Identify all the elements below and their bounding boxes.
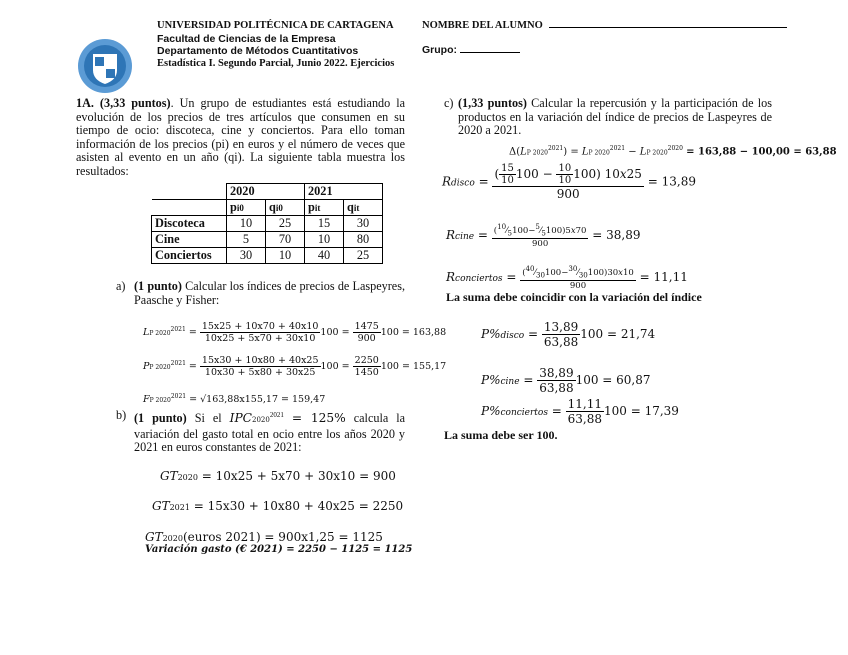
table-cell: 40 [305,248,344,264]
r-cine-denominator: 900 [532,238,549,249]
r-cine-result: = 38,89 [592,227,641,242]
group-label: Grupo: [422,44,457,56]
table-cell: 10 [305,232,344,248]
part-b-text: (1 punto) Si el $IPC2020^{2021} = 125\%$ calcula la variación del gasto total en ocio entre los años 2020 y 2021 en euros constantes de 2021: [134,411,406,455]
row-label: Cine [152,232,227,248]
r-disco-equation: Rdisco = ( $\frac{15}{10}$ 100 − $\frac{10}{10}$ 100) 10x25 900 = 13,89 [442,163,696,201]
table-cell: 25 [266,216,305,232]
group-field [422,44,520,57]
laspeyres-denominator: 10x25 + 5x70 + 30x10 [204,333,316,344]
row-label: Discoteca [152,216,227,232]
part-a-text [134,280,405,307]
table-cell: 10 [227,216,266,232]
laspeyres-sum-den: 900 [357,333,376,344]
r-conciertos-equation: Rconciertos = $\frac{(^{40}⁄_{30}100-^{30}⁄_{30}100)30x10}{900}$ = 11,11 [446,264,688,291]
part-c-points: (1,33 puntos) [458,96,527,110]
p-cine-subscript: cine [500,377,520,387]
exercise-heading: 1A. (3,33 puntos) [76,96,171,110]
r-conciertos-denominator: 900 [569,280,587,291]
p-cine-equation: P%cine = $\frac{38,89}{63,88}$ 100 = 60,87 [481,366,651,395]
year-header: 2021 [305,184,383,200]
gt2020-value: = 10x25 + 5x70 + 30x10 = 900 [201,469,396,483]
col-header: qit [344,200,383,216]
r-cine-subscript: cine [455,231,475,242]
paasche-result: 100 = 155,17 [380,361,447,372]
delta-equation: Δ(LP $2020^{2021}$) = LP $2020^{2021}$ − LP $2020^{2020} = 163,88 - 100,00 = 63,88$ [509,145,837,158]
note-sum-100: La suma debe ser 100. [444,428,558,442]
table-cell: 80 [344,232,383,248]
table-cell: 25 [344,248,383,264]
university-name: UNIVERSIDAD POLITÉCNICA DE CARTAGENA [157,20,394,31]
p-conciertos-numerator: 11,11 [567,397,602,411]
part-b-text1: Si el [194,411,222,426]
laspeyres-formula: LP $2020^{2021}$ = $\frac{15x25 + 10x70 + 40x10}{10x25 + 5x70 + 30x10}$ 100 = $\frac{1475}{900}$ 100 = 163,88 [143,321,447,344]
part-a-instructions: Calcular los índices de precios de Laspeyres, Paasche y Fisher: [134,279,405,307]
p-conciertos-denominator: 63,88 [567,412,602,426]
part-b-points: (1 punto) [134,411,187,426]
laspeyres-result: 100 = 163,88 [380,327,447,338]
fisher-formula: FP $2020^{2021} = √163,88x155,17 = 159,47$ [143,393,326,406]
table-row [152,232,383,248]
table-row [152,248,383,264]
p-cine-result: 100 = 60,87 [575,373,651,387]
part-a-points: (1 punto) [134,279,182,293]
p-conciertos-result: 100 = 17,39 [604,404,679,418]
laspeyres-numerator: 15x25 + 10x70 + 40x10 [201,321,319,332]
note-sum-variation: La suma debe coincidir con la variación del índice [446,290,702,304]
department-name: Departamento de Métodos Cuantitativos [157,45,359,57]
ipc-symbol: IPC [229,411,253,426]
part-c-instructions: Calcular la repercusión y la participación de los productos en la variación del índice de precios de Laspeyres de 2020 a 2021. [458,96,772,138]
delta-result: = 163,88 − 100,00 = 63,88 [686,146,837,158]
gt2020-constant-value: (euros 2021) = 900x1,25 = 1125 [182,530,383,544]
data-table [151,183,383,264]
ipc-value: = 125% [291,411,346,426]
p-conciertos-equation: P%conciertos = $\frac{11,11}{63,88}$ 100 = 17,39 [481,397,679,426]
col-header: pi0 [227,200,266,216]
r-disco-denominator: 900 [556,187,580,201]
p-cine-numerator: 38,89 [539,366,574,380]
p-disco-result: 100 = 21,74 [580,327,656,341]
row-label: Conciertos [152,248,227,264]
paasche-numerator: 15x30 + 10x80 + 40x25 [201,355,319,366]
r-conciertos-result: = 11,11 [639,269,688,284]
col-header: qi0 [266,200,305,216]
p-cine-denominator: 63,88 [539,381,574,395]
r-conciertos-subscript: conciertos [455,273,503,284]
exercise-intro-text: . Un grupo de estudiantes está estudiando la evolución de los precios de tres artículos que consumen en su tiempo de ocio: discoteca, cine y conciertos. Para ello toman información de los precios (pi) en euros y el número de veces que asisten al evento en un año (qi). La siguiente tabla muestra los resultados: [76,96,405,178]
variation-result: Variación gasto (€ 2021) = 2250 − 1125 = 1125 [145,544,413,555]
fisher-result: = √163,88x155,17 = 159,47 [189,394,326,406]
r-cine-equation: Rcine = $\frac{(^{10}⁄_5100-^5⁄_5100)5x70}{900}$ = 38,89 [446,222,641,249]
p-disco-numerator: 13,89 [543,320,579,334]
col-header: pit [305,200,344,216]
part-b-text2: calcula la variación del gasto total en ocio entre los años 2020 y 2021 en euros constantes de 2021: [134,411,406,455]
exercise-intro [76,97,405,179]
student-name-label: NOMBRE DEL ALUMNO [422,20,543,31]
p-disco-subscript: disco [500,331,525,341]
student-name-field [422,20,787,33]
gt2021-value: = 15x30 + 10x80 + 40x25 = 2250 [193,499,404,513]
table-cell: 5 [227,232,266,248]
gt2020-equation: GT2020 = 10x25 + 5x70 + 30x10 = 900 [160,469,396,483]
part-c-text [458,97,772,138]
r-disco-subscript: disco [451,178,475,189]
table-cell: 10 [266,248,305,264]
p-conciertos-subscript: conciertos [500,408,548,418]
paasche-formula: PP $2020^{2021}$ = $\frac{15x30 + 10x80 + 40x25}{10x30 + 5x80 + 30x25}$ 100 = $\frac{2250}{1450}$ 100 = 155,17 [143,355,447,378]
university-logo [77,38,133,94]
exam-title: Estadística I. Segundo Parcial, Junio 2022. Ejercicios [157,57,395,69]
table-cell: 15 [305,216,344,232]
p-disco-equation: P%disco = $\frac{13,89}{63,88}$ 100 = 21,74 [481,320,656,349]
table-subheader-row [152,200,383,216]
header-block [157,20,394,70]
part-b-label: b) [116,408,127,422]
table-cell: 30 [227,248,266,264]
year-header: 2020 [227,184,305,200]
gt2020-constant-equation: GT2020(euros 2021) = 900x1,25 = 1125 [145,530,383,544]
table-cell: 30 [344,216,383,232]
paasche-sum-den: 1450 [354,367,379,378]
laspeyres-sum-num: 1475 [354,321,379,332]
p-disco-denominator: 63,88 [543,335,579,349]
r-disco-result: = 13,89 [647,174,696,189]
table-cell: 70 [266,232,305,248]
group-line [460,52,520,53]
table-row [152,216,383,232]
part-a-label: a) [116,279,126,293]
paasche-sum-num: 2250 [354,355,379,366]
table-header-row [152,184,383,200]
student-name-line [549,27,787,28]
gt2021-equation: GT2021 = 15x30 + 10x80 + 40x25 = 2250 [152,499,404,513]
faculty-name: Facultad de Ciencias de la Empresa [157,32,336,45]
paasche-denominator: 10x30 + 5x80 + 30x25 [204,367,316,378]
part-c-label: c) [444,96,454,110]
